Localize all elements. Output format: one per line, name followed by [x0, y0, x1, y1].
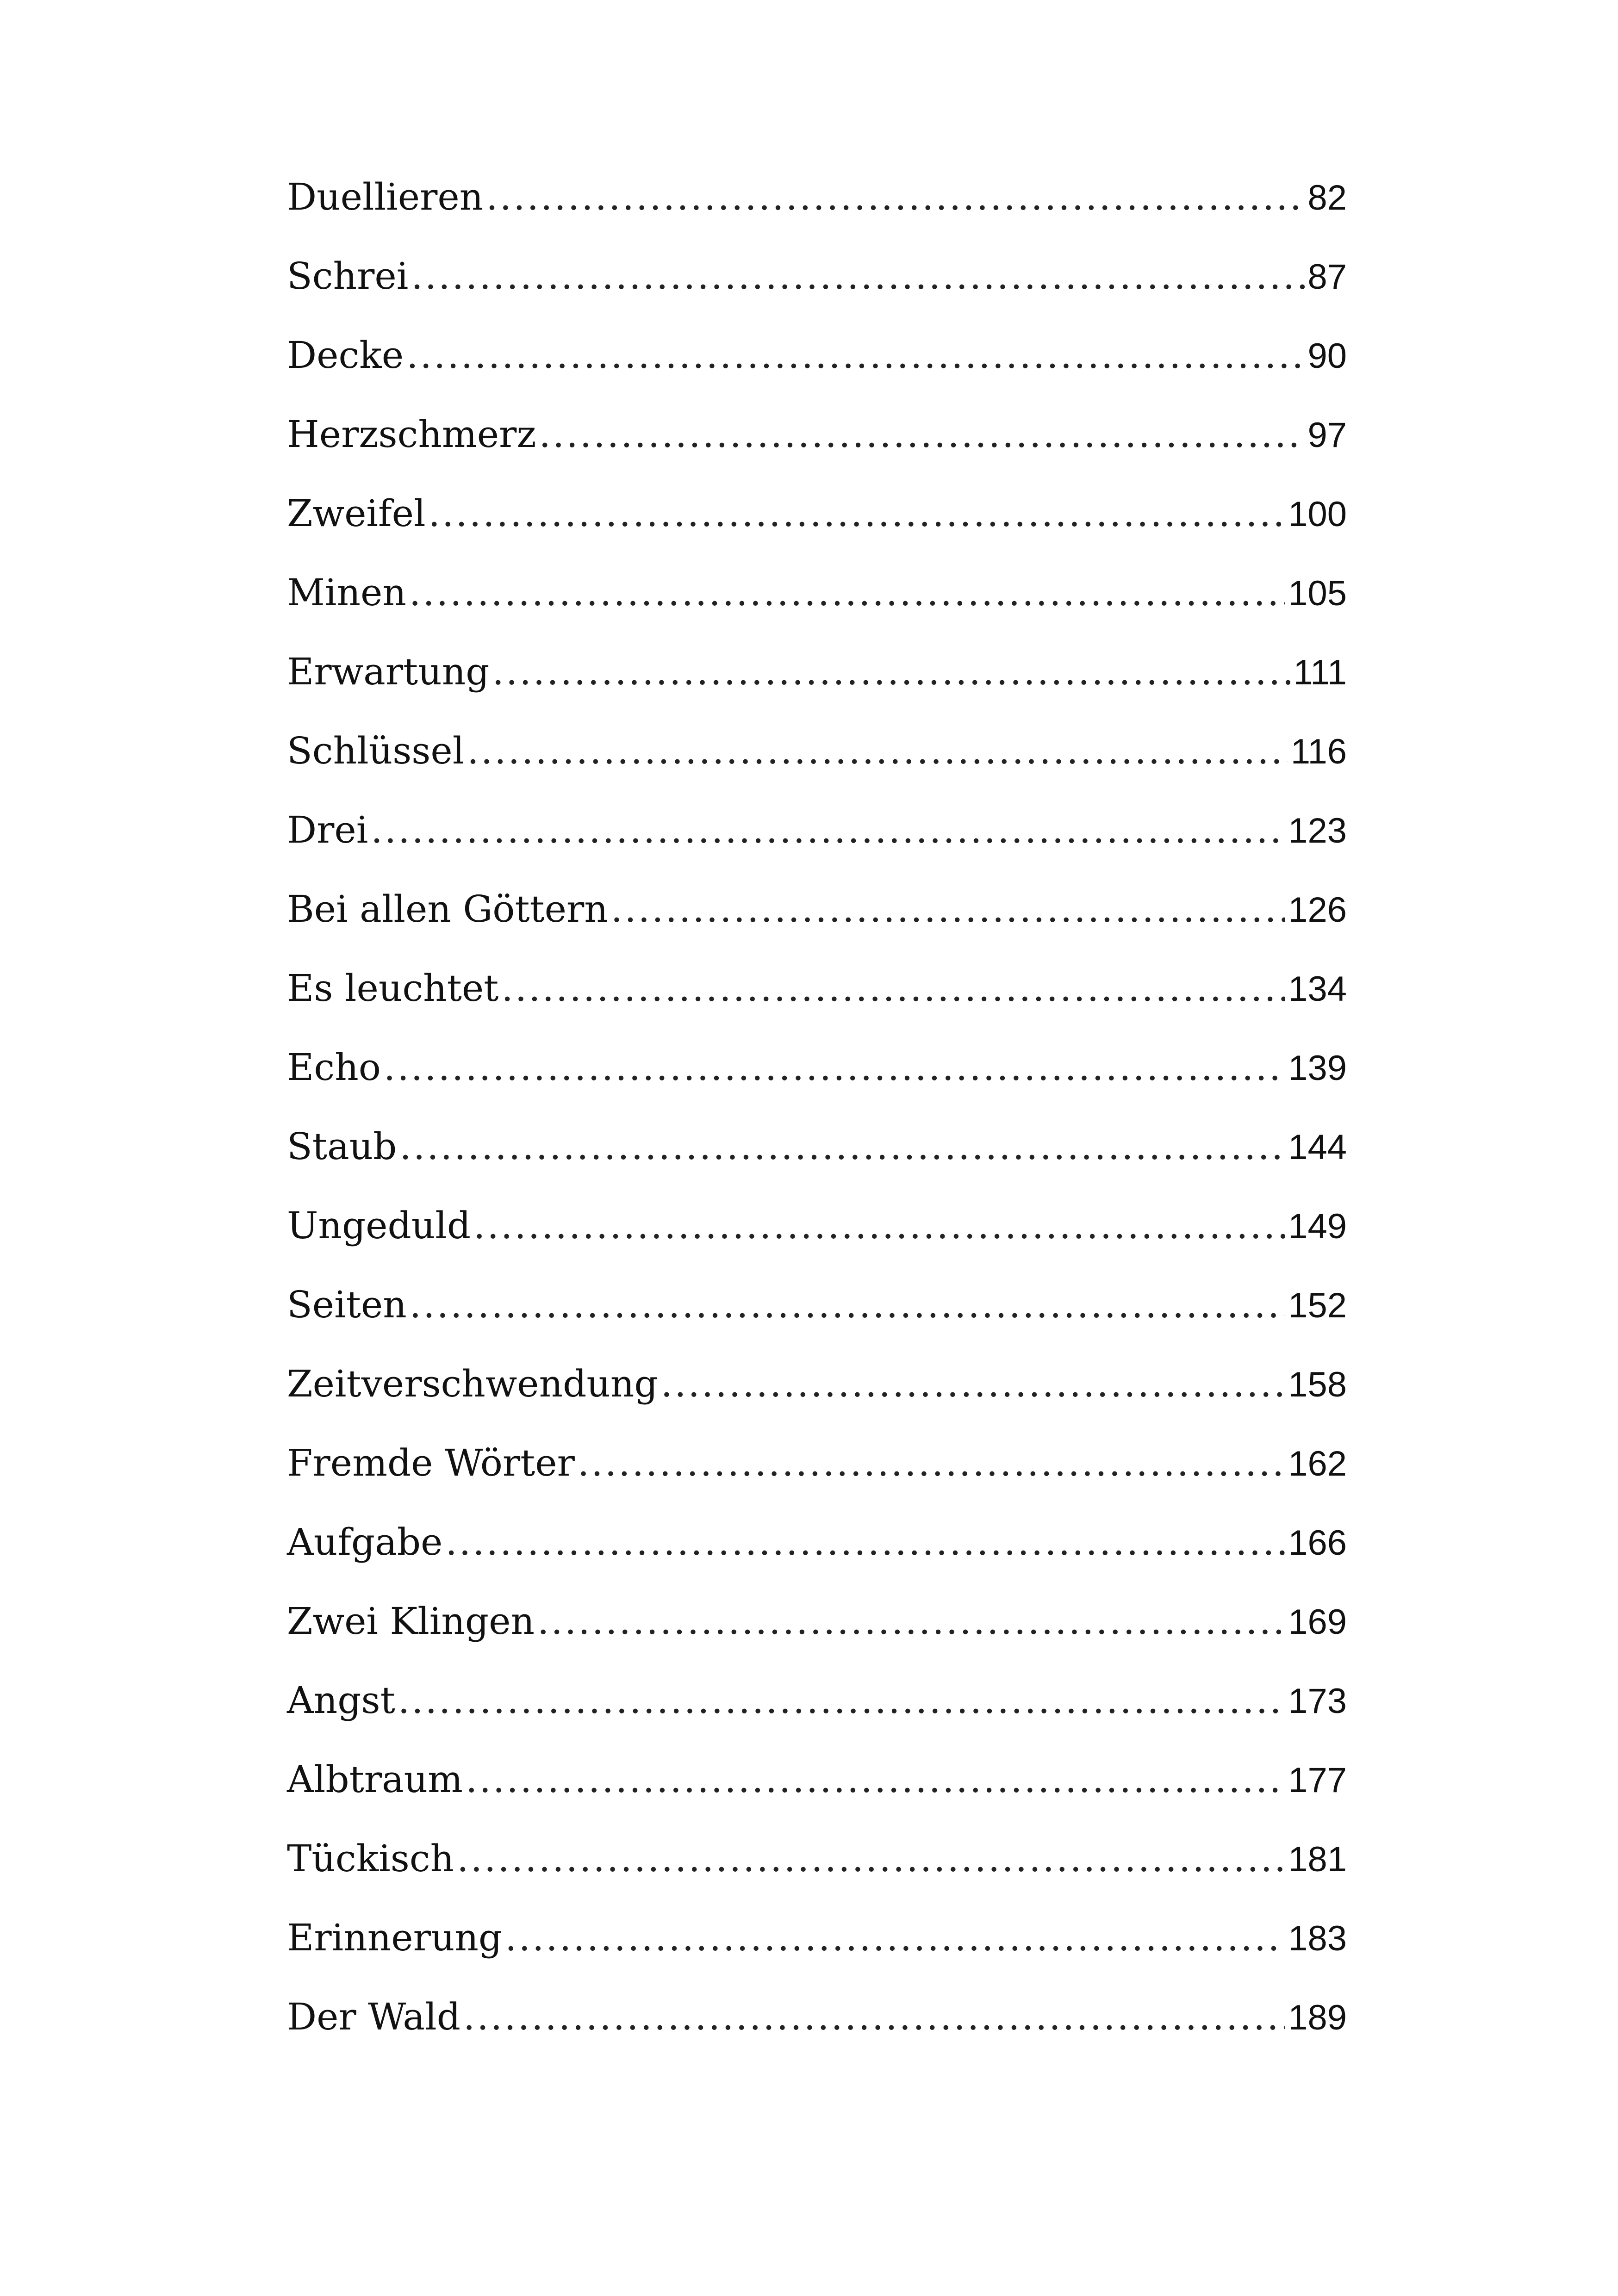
table-of-contents — [287, 157, 1347, 2056]
toc-entry-title: Seiten — [287, 1283, 407, 1326]
toc-dot-leader — [463, 1977, 1285, 2056]
toc-entry-page-number: 100 — [1288, 495, 1347, 534]
toc-dot-leader — [371, 790, 1285, 869]
toc-entry-page-number: 177 — [1288, 1761, 1347, 1800]
toc-entry-page-number: 82 — [1307, 178, 1347, 217]
toc-entry[interactable] — [287, 1502, 1347, 1582]
toc-entry-page-number: 144 — [1288, 1128, 1347, 1167]
toc-dot-leader — [501, 949, 1285, 1028]
toc-entry-title: Herzschmerz — [287, 413, 536, 456]
toc-entry-title: Duellieren — [287, 175, 484, 218]
toc-entry-title: Schlüssel — [287, 729, 465, 772]
toc-dot-leader — [406, 316, 1305, 395]
toc-entry-page-number: 116 — [1290, 732, 1347, 771]
toc-entry-title: Ungeduld — [287, 1204, 471, 1247]
toc-entry[interactable] — [287, 157, 1347, 236]
toc-entry-title: Echo — [287, 1046, 381, 1089]
toc-entry[interactable] — [287, 553, 1347, 632]
toc-dot-leader — [411, 236, 1305, 316]
toc-entry-page-number: 158 — [1288, 1365, 1347, 1404]
toc-entry-page-number: 152 — [1288, 1286, 1347, 1325]
toc-entry[interactable] — [287, 1819, 1347, 1898]
toc-entry-title: Zwei Klingen — [287, 1600, 535, 1643]
toc-entry-page-number: 183 — [1288, 1919, 1347, 1958]
toc-entry[interactable] — [287, 711, 1347, 790]
toc-entry-page-number: 139 — [1288, 1049, 1347, 1088]
toc-entry[interactable] — [287, 869, 1347, 949]
toc-entry-page-number: 149 — [1288, 1207, 1347, 1246]
toc-entry-page-number: 97 — [1307, 416, 1347, 455]
toc-entry[interactable] — [287, 1740, 1347, 1819]
toc-entry[interactable] — [287, 395, 1347, 474]
toc-dot-leader — [505, 1898, 1285, 1977]
toc-dot-leader — [539, 395, 1305, 474]
toc-entry-title: Zeitverschwendung — [287, 1362, 658, 1405]
toc-entry[interactable] — [287, 1344, 1347, 1423]
toc-entry-page-number: 105 — [1288, 574, 1347, 613]
toc-dot-leader — [384, 1028, 1285, 1107]
toc-entry-title: Es leuchtet — [287, 967, 499, 1010]
toc-entry[interactable] — [287, 790, 1347, 869]
toc-entry-page-number: 90 — [1307, 336, 1347, 376]
toc-dot-leader — [467, 711, 1288, 790]
toc-dot-leader — [409, 553, 1285, 632]
toc-entry-page-number: 169 — [1288, 1602, 1347, 1642]
toc-dot-leader — [473, 1186, 1285, 1265]
toc-dot-leader — [466, 1740, 1285, 1819]
toc-entry[interactable] — [287, 1977, 1347, 2056]
toc-entry[interactable] — [287, 236, 1347, 316]
toc-entry[interactable] — [287, 949, 1347, 1028]
toc-dot-leader — [457, 1819, 1285, 1898]
toc-entry[interactable] — [287, 1186, 1347, 1265]
toc-entry-title: Albtraum — [287, 1758, 463, 1801]
toc-entry-page-number: 166 — [1288, 1523, 1347, 1563]
toc-entry[interactable] — [287, 316, 1347, 395]
toc-entry-page-number: 126 — [1288, 890, 1347, 930]
toc-entry-page-number: 111 — [1293, 653, 1347, 692]
toc-entry-title: Zweifel — [287, 492, 426, 535]
toc-dot-leader — [661, 1344, 1286, 1423]
toc-entry-title: Erinnerung — [287, 1916, 503, 1959]
toc-entry-page-number: 181 — [1288, 1840, 1347, 1879]
toc-entry[interactable] — [287, 474, 1347, 553]
toc-entry-page-number: 189 — [1288, 1998, 1347, 2037]
toc-entry[interactable] — [287, 632, 1347, 711]
toc-dot-leader — [399, 1107, 1285, 1186]
toc-entry-title: Decke — [287, 334, 404, 377]
toc-entry-title: Bei allen Göttern — [287, 887, 608, 931]
toc-entry-title: Fremde Wörter — [287, 1441, 575, 1484]
toc-entry[interactable] — [287, 1582, 1347, 1661]
toc-entry[interactable] — [287, 1107, 1347, 1186]
toc-dot-leader — [398, 1661, 1285, 1740]
toc-entry[interactable] — [287, 1028, 1347, 1107]
toc-dot-leader — [578, 1423, 1285, 1502]
toc-entry-title: Schrei — [287, 254, 409, 298]
toc-entry-title: Drei — [287, 808, 368, 851]
toc-entry-page-number: 134 — [1288, 969, 1347, 1009]
toc-dot-leader — [410, 1265, 1285, 1344]
toc-entry-title: Der Wald — [287, 1995, 461, 2038]
toc-dot-leader — [537, 1582, 1285, 1661]
toc-dot-leader — [611, 869, 1285, 949]
toc-entry-page-number: 162 — [1288, 1444, 1347, 1483]
toc-dot-leader — [445, 1502, 1285, 1582]
toc-entry-page-number: 87 — [1307, 257, 1347, 297]
toc-entry[interactable] — [287, 1265, 1347, 1344]
toc-dot-leader — [486, 157, 1305, 236]
toc-entry-title: Angst — [287, 1679, 395, 1722]
toc-entry-title: Erwartung — [287, 650, 490, 693]
toc-dot-leader — [492, 632, 1290, 711]
toc-entry-page-number: 173 — [1288, 1682, 1347, 1721]
toc-entry[interactable] — [287, 1898, 1347, 1977]
toc-entry[interactable] — [287, 1423, 1347, 1502]
toc-entry[interactable] — [287, 1661, 1347, 1740]
toc-entry-page-number: 123 — [1288, 811, 1347, 850]
toc-entry-title: Tückisch — [287, 1837, 454, 1880]
toc-entry-title: Minen — [287, 571, 406, 614]
toc-dot-leader — [429, 474, 1286, 553]
toc-entry-title: Staub — [287, 1125, 397, 1168]
toc-entry-title: Aufgabe — [287, 1520, 443, 1564]
